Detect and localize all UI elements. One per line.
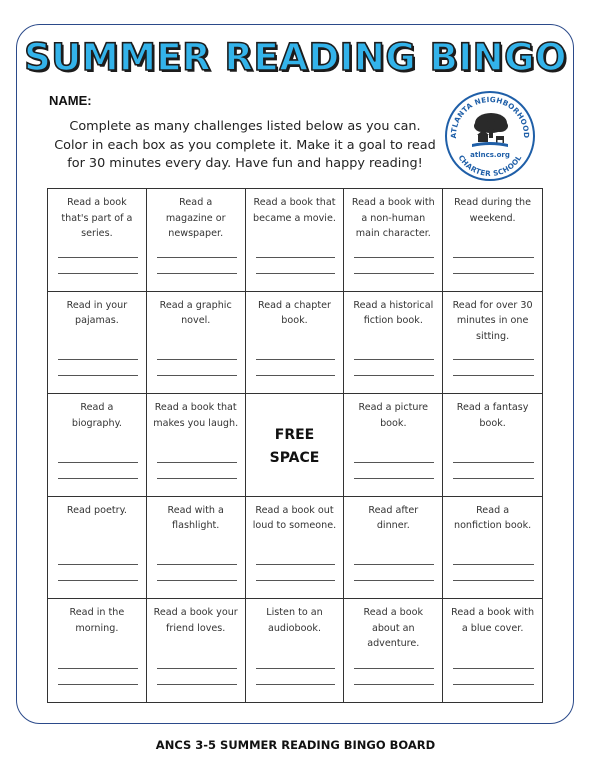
write-in-line[interactable] [58,580,138,581]
challenge-text-line: book. [380,417,407,429]
challenge-text-line: Read a [476,504,510,516]
challenge-text [250,195,340,226]
challenge-text-line: audiobook. [267,622,321,634]
challenge-text-line: Read a chapter [257,299,331,311]
challenge-text-line: Read a [80,402,114,414]
challenge-text-line: Read during the [454,197,532,208]
write-in-line[interactable] [58,273,138,274]
challenge-text-line: Read a book that [154,402,237,414]
bingo-cell[interactable] [443,599,542,702]
bingo-cell[interactable] [48,394,147,497]
bingo-cell[interactable] [48,599,147,702]
bingo-cell[interactable] [443,292,542,395]
bingo-cell[interactable] [147,599,246,702]
write-in-line[interactable] [157,564,237,565]
write-in-line[interactable] [453,668,534,669]
challenge-text-line: Read a book that [253,197,336,208]
write-in-line[interactable] [256,564,336,565]
challenge-text-line: Read a book [363,607,424,619]
write-in-line[interactable] [157,462,237,463]
challenge-text [447,195,538,226]
challenge-text-line: weekend. [469,212,516,224]
write-in-line[interactable] [157,375,237,376]
write-in-line[interactable] [453,580,534,581]
challenge-text-line: adventure. [367,638,420,650]
write-in-line[interactable] [58,359,138,360]
write-in-line[interactable] [58,462,138,463]
write-in-line[interactable] [58,668,138,669]
challenge-text-line: Read after [368,504,419,516]
bingo-cell[interactable] [443,394,542,497]
bingo-cell[interactable] [147,394,246,497]
write-in-line[interactable] [58,375,138,376]
challenge-text [151,400,241,431]
challenge-text-line: Read a book with [451,607,535,619]
write-in-line[interactable] [453,684,534,685]
write-in-line[interactable] [354,564,434,565]
challenge-text [348,400,438,431]
write-in-line[interactable] [354,580,434,581]
bingo-cell[interactable] [147,497,246,600]
write-in-line[interactable] [58,257,138,258]
challenge-text [52,298,142,329]
challenge-text [250,298,340,329]
write-in-line[interactable] [354,684,434,685]
school-logo [444,90,536,182]
challenge-text-line: Read poetry. [66,504,127,516]
bingo-cell[interactable] [344,599,443,702]
bingo-cell[interactable] [246,599,345,702]
challenge-text [151,195,241,242]
challenge-text [52,400,142,431]
challenge-text [52,605,142,636]
challenge-text [52,195,142,242]
write-in-line[interactable] [354,478,434,479]
challenge-text [151,605,241,636]
challenge-text-line: nonfiction book. [453,520,532,532]
challenge-text [151,298,241,329]
challenge-text [348,195,438,242]
bingo-cell[interactable] [443,189,542,292]
challenge-text-line: main character. [355,228,431,239]
challenge-text-line: biography. [71,417,122,429]
bingo-cell[interactable] [443,497,542,600]
write-in-line[interactable] [354,257,434,258]
challenge-text [250,605,340,636]
challenge-text-line: Read a book out [255,504,334,516]
challenge-text-line: flashlight. [172,520,220,532]
write-in-line[interactable] [157,684,237,685]
bingo-cell[interactable] [246,497,345,600]
instructions [40,118,450,174]
write-in-line[interactable] [256,668,336,669]
challenge-text-line: Listen to an [266,607,323,619]
free-space-line: FREE [274,427,315,444]
challenge-text [447,605,538,636]
challenge-text-line: morning. [75,622,119,634]
write-in-line[interactable] [256,580,336,581]
challenge-text [348,298,438,329]
write-in-line[interactable] [354,359,434,360]
write-in-line[interactable] [256,257,336,258]
bingo-cell[interactable] [147,292,246,395]
write-in-line[interactable] [157,359,237,360]
challenge-text [447,298,538,345]
write-in-line[interactable] [58,478,138,479]
write-in-line[interactable] [256,684,336,685]
bingo-cell[interactable] [246,292,345,395]
instructions-line: Color in each box as you complete it. Make it a goal to read [54,137,436,153]
write-in-line[interactable] [453,359,534,360]
challenge-text-line: became a movie. [253,212,336,224]
write-in-line[interactable] [157,273,237,274]
write-in-line[interactable] [157,257,237,258]
write-in-line[interactable] [58,684,138,685]
challenge-text-line: newspaper. [168,228,224,239]
logo-arc-top: ATLANTA NEIGHBORHOOD [448,94,532,139]
challenge-text-line: Read a graphic [159,299,232,311]
logo-url: atlncs.org [470,151,510,159]
write-in-line[interactable] [453,478,534,479]
write-in-line[interactable] [256,273,336,274]
challenge-text-line: Read a picture [358,402,429,414]
challenge-text [52,503,142,519]
page-title: SUMMER READING BINGO [24,36,567,79]
bingo-cell[interactable] [147,189,246,292]
write-in-line[interactable] [354,668,434,669]
challenge-text [447,400,538,431]
bingo-cell[interactable] [48,292,147,395]
write-in-line[interactable] [453,462,534,463]
challenge-text-line: loud to someone. [252,520,337,532]
write-in-line[interactable] [453,257,534,258]
write-in-line[interactable] [157,668,237,669]
challenge-text-line: Read with a [167,504,224,516]
challenge-text-line: makes you laugh. [153,417,239,429]
challenge-text-line: Read a [179,197,213,208]
instructions-line: Complete as many challenges listed below as you can. [69,119,421,134]
footer-title: ANCS 3-5 SUMMER READING BINGO BOARD [155,738,436,752]
challenge-text-line: about an [371,622,415,634]
challenge-text-line: Read a book with [351,197,435,208]
school-house-tree-logo-icon [444,90,536,182]
challenge-text-line: friend loves. [166,622,226,634]
challenge-text-line: Read a historical [353,299,434,311]
write-in-line[interactable] [354,375,434,376]
free-space-cell[interactable] [246,394,345,497]
challenge-text [348,503,438,534]
challenge-text-line: magazine or [165,212,226,224]
challenge-text [151,503,241,534]
challenge-text-line: Read for over 30 [452,299,533,311]
write-in-line[interactable] [453,273,534,274]
challenge-text-line: book. [479,417,506,429]
challenge-text [250,503,340,534]
write-in-line[interactable] [354,273,434,274]
challenge-text-line: book. [281,315,308,327]
challenge-text-line: a non-human [361,212,426,224]
challenge-text-line: minutes in one [456,315,529,327]
challenge-text-line: series. [81,228,113,239]
write-in-line[interactable] [58,564,138,565]
challenge-text-line: pajamas. [75,315,119,327]
bingo-cell[interactable] [344,189,443,292]
challenge-text-line: Read in your [66,299,128,311]
write-in-line[interactable] [256,375,336,376]
write-in-line[interactable] [453,564,534,565]
challenge-text-line: that's part of a [61,212,133,224]
challenge-text-line: fiction book. [363,315,423,327]
free-space-line: SPACE [269,450,320,467]
challenge-text-line: a blue cover. [461,622,524,634]
challenge-text-line: Read a book [67,197,127,208]
bingo-cell[interactable] [344,292,443,395]
write-in-line[interactable] [453,375,534,376]
challenge-text-line: dinner. [376,520,410,532]
logo-arc-bottom: CHARTER SCHOOL [456,153,524,179]
bingo-cell[interactable] [48,189,147,292]
challenge-text [348,605,438,652]
challenge-text-line: Read in the [69,607,125,619]
bingo-board [47,188,543,703]
challenge-text-line: Read a fantasy [456,402,529,414]
bingo-cell[interactable] [246,189,345,292]
free-space-label [246,424,344,470]
write-in-line[interactable] [157,478,237,479]
bingo-cell[interactable] [344,497,443,600]
write-in-line[interactable] [256,359,336,360]
challenge-text-line: sitting. [476,330,510,342]
instructions-line: for 30 minutes every day. Have fun and happy reading! [67,156,423,171]
name-label: NAME: [49,93,92,108]
write-in-line[interactable] [157,580,237,581]
challenge-text [447,503,538,534]
bingo-cell[interactable] [48,497,147,600]
bingo-cell[interactable] [344,394,443,497]
challenge-text-line: Read a book your [153,607,238,619]
write-in-line[interactable] [354,462,434,463]
challenge-text-line: novel. [181,315,211,327]
